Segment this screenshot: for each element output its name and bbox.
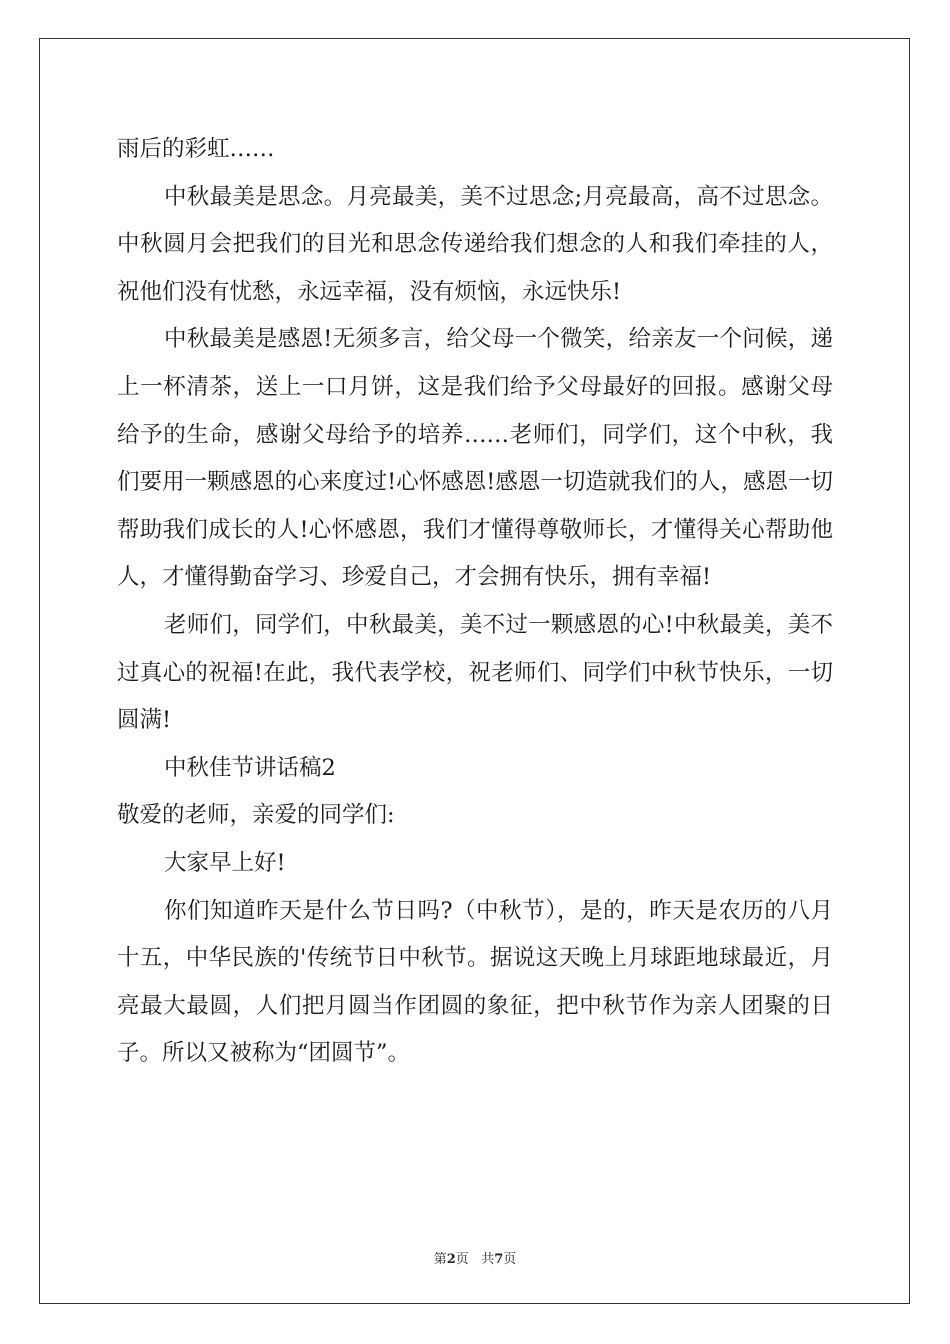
page-total: 7 [494, 1252, 504, 1267]
page-suffix: 页 [455, 1252, 469, 1267]
page-prefix: 第 [433, 1252, 447, 1267]
salutation: 敬爱的老师，亲爱的同学们: [117, 802, 395, 829]
paragraph-5: 你们知道昨天是什么节日吗?（中秋节），是的，昨天是农历的八月十五，中华民族的'传统节日中秋节。据说这天晚上月球距地球最近，月亮最大最圆，人们把月圆当作团圆的象征，把中秋节作为亲人团聚的日子。所以又被称为“团圆节”。 [117, 897, 833, 1067]
page-footer [0, 1248, 950, 1267]
paragraph-4: 老师们，同学们，中秋最美，美不过一颗感恩的心!中秋最美，美不过真心的祝福!在此，我代表学校，祝老师们、同学们中秋节快乐，一切圆满! [117, 611, 833, 734]
total-prefix: 共 [481, 1252, 495, 1267]
document-body [117, 126, 833, 1078]
paragraph-1: 雨后的彩虹…… [117, 136, 275, 162]
total-suffix: 页 [503, 1252, 517, 1267]
paragraph-2: 中秋最美是思念。月亮最美，美不过思念;月亮最高，高不过思念。中秋圆月会把我们的目光和思念传递给我们想念的人和我们牵挂的人，祝他们没有忧愁，永远幸福，没有烦恼，永远快乐! [117, 183, 833, 305]
page-number: 2 [446, 1252, 456, 1267]
paragraph-3: 中秋最美是感恩!无须多言，给父母一个微笑，给亲友一个问候，递上一杯清茶，送上一口月饼，这是我们给予父母最好的回报。感谢父母给予的生命，感谢父母给予的培养……老师们，同学们，这个中秋，我们要用一颗感恩的心来度过!心怀感恩!感恩一切造就我们的人，感恩一切帮助我们成长的人!心怀感恩，我们才懂得尊敬师长，才懂得关心帮助他人，才懂得勤奋学习、珍爱自己，才会拥有快乐，拥有幸福! [117, 326, 833, 591]
greeting: 大家早上好! [164, 849, 286, 876]
section-heading: 中秋佳节讲话稿2 [164, 754, 336, 781]
